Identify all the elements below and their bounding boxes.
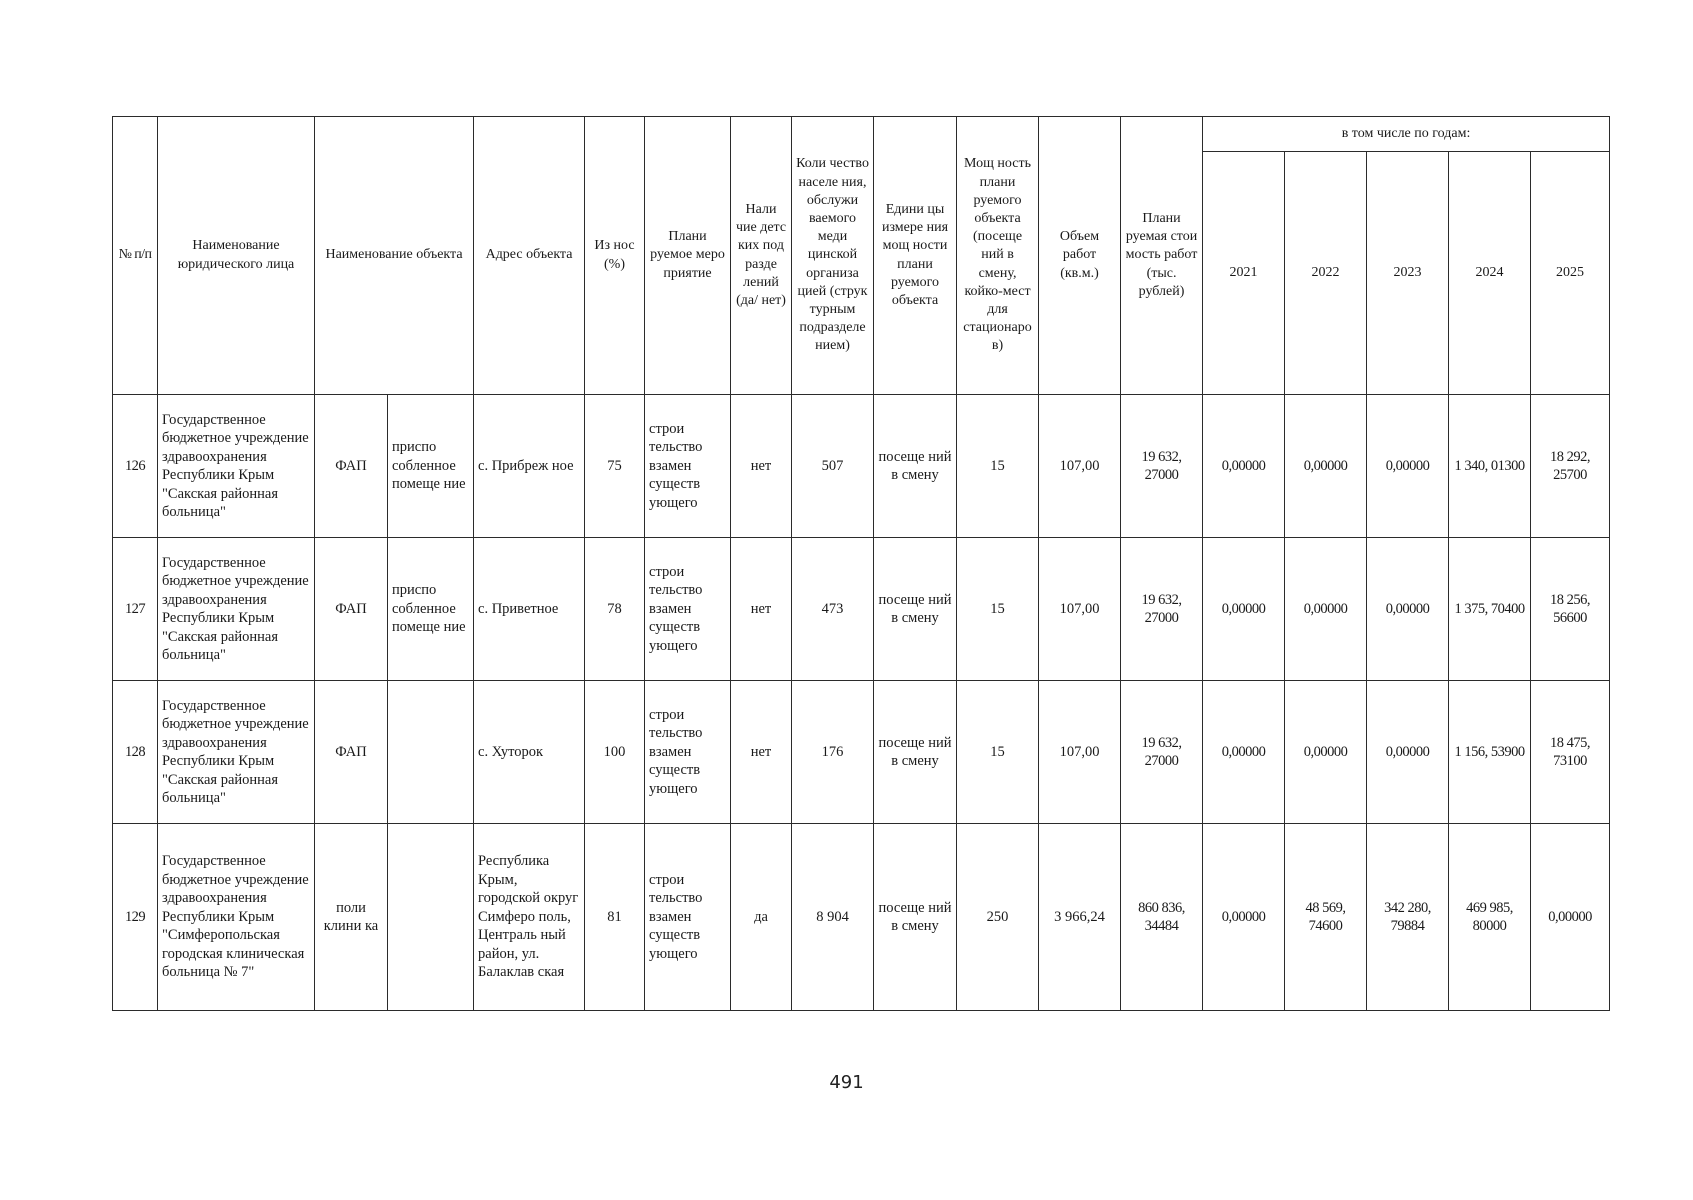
header-year: 2023	[1367, 152, 1449, 395]
cell-year-2022: 0,00000	[1285, 681, 1367, 824]
cell-object-note	[388, 824, 474, 1011]
cell-cost: 19 632, 27000	[1121, 538, 1203, 681]
cell-year-2024: 1 375, 70400	[1449, 538, 1531, 681]
cell-year-2023: 342 280, 79884	[1367, 824, 1449, 1011]
cell-unit: посеще ний в смену	[874, 681, 957, 824]
cell-volume: 3 966,24	[1039, 824, 1121, 1011]
cell-year-2024: 469 985, 80000	[1449, 824, 1531, 1011]
cell-children: нет	[731, 681, 792, 824]
cell-year-2023: 0,00000	[1367, 681, 1449, 824]
cell-year-2025: 18 475, 73100	[1531, 681, 1610, 824]
table-row	[113, 538, 1610, 681]
cell-no: 126	[113, 395, 158, 538]
header-object-name: Наименование объекта	[315, 117, 474, 395]
cell-object-type: ФАП	[315, 538, 388, 681]
cell-year-2022: 0,00000	[1285, 395, 1367, 538]
cell-year-2022: 0,00000	[1285, 538, 1367, 681]
header-volume: Объем работ (кв.м.)	[1039, 117, 1121, 395]
cell-measure: строи тельство взамен существ ующего	[645, 395, 731, 538]
cell-cost: 860 836, 34484	[1121, 824, 1203, 1011]
header-year: 2021	[1203, 152, 1285, 395]
cell-cost: 19 632, 27000	[1121, 681, 1203, 824]
cell-volume: 107,00	[1039, 681, 1121, 824]
cell-capacity: 15	[957, 395, 1039, 538]
cell-wear: 100	[585, 681, 645, 824]
cell-children: нет	[731, 395, 792, 538]
cell-object-note	[388, 681, 474, 824]
cell-legal-entity: Государственное бюджетное учреждение здравоохранения Республики Крым "Сакская районная больница"	[158, 538, 315, 681]
cell-wear: 75	[585, 395, 645, 538]
cell-measure: строи тельство взамен существ ующего	[645, 681, 731, 824]
cell-address: с. Хуторок	[474, 681, 585, 824]
investment-table	[112, 116, 1610, 1011]
cell-legal-entity: Государственное бюджетное учреждение здравоохранения Республики Крым "Сакская районная больница"	[158, 681, 315, 824]
header-legal-entity: Наименование юридического лица	[158, 117, 315, 395]
table-row	[113, 824, 1610, 1011]
cell-wear: 78	[585, 538, 645, 681]
cell-year-2023: 0,00000	[1367, 395, 1449, 538]
cell-legal-entity: Государственное бюджетное учреждение здравоохранения Республики Крым "Сакская районная больница"	[158, 395, 315, 538]
page-number: 491	[829, 1072, 864, 1093]
cell-no: 127	[113, 538, 158, 681]
cell-legal-entity: Государственное бюджетное учреждение здравоохранения Республики Крым "Симферопольская городская клиническая больница № 7"	[158, 824, 315, 1011]
cell-volume: 107,00	[1039, 395, 1121, 538]
cell-object-type: ФАП	[315, 681, 388, 824]
header-wear: Из нос (%)	[585, 117, 645, 395]
cell-unit: посеще ний в смену	[874, 538, 957, 681]
header-by-years: в том числе по годам:	[1203, 117, 1610, 152]
cell-unit: посеще ний в смену	[874, 395, 957, 538]
cell-address: с. Прибреж ное	[474, 395, 585, 538]
header-address: Адрес объекта	[474, 117, 585, 395]
cell-year-2025: 18 256, 56600	[1531, 538, 1610, 681]
cell-object-note: приспо собленное помеще ние	[388, 395, 474, 538]
cell-no: 129	[113, 824, 158, 1011]
cell-capacity: 250	[957, 824, 1039, 1011]
header-year: 2022	[1285, 152, 1367, 395]
cell-year-2021: 0,00000	[1203, 824, 1285, 1011]
header-measure: Плани руемое меро приятие	[645, 117, 731, 395]
cell-unit: посеще ний в смену	[874, 824, 957, 1011]
table-row	[113, 681, 1610, 824]
cell-capacity: 15	[957, 681, 1039, 824]
cell-year-2021: 0,00000	[1203, 681, 1285, 824]
cell-cost: 19 632, 27000	[1121, 395, 1203, 538]
cell-measure: строи тельство взамен существ ующего	[645, 824, 731, 1011]
header-no: № п/п	[113, 117, 158, 395]
header-unit: Едини цы измере ния мощ ности плани руемого объекта	[874, 117, 957, 395]
cell-year-2021: 0,00000	[1203, 395, 1285, 538]
cell-children: нет	[731, 538, 792, 681]
table-row	[113, 395, 1610, 538]
cell-object-note: приспо собленное помеще ние	[388, 538, 474, 681]
cell-year-2023: 0,00000	[1367, 538, 1449, 681]
cell-population: 176	[792, 681, 874, 824]
header-cost: Плани руемая стои мость работ (тыс. рублей)	[1121, 117, 1203, 395]
cell-object-type: ФАП	[315, 395, 388, 538]
cell-measure: строи тельство взамен существ ующего	[645, 538, 731, 681]
header-year: 2024	[1449, 152, 1531, 395]
header-year: 2025	[1531, 152, 1610, 395]
cell-population: 8 904	[792, 824, 874, 1011]
cell-year-2024: 1 156, 53900	[1449, 681, 1531, 824]
cell-capacity: 15	[957, 538, 1039, 681]
header-capacity: Мощ ность плани руемого объекта (посеще ний в смену, койко-мест для стационаров)	[957, 117, 1039, 395]
cell-address: с. Приветное	[474, 538, 585, 681]
cell-address: Республика Крым, городской округ Симферо поль, Централь ный район, ул. Балаклав ская	[474, 824, 585, 1011]
cell-population: 473	[792, 538, 874, 681]
cell-children: да	[731, 824, 792, 1011]
cell-year-2025: 18 292, 25700	[1531, 395, 1610, 538]
cell-year-2025: 0,00000	[1531, 824, 1610, 1011]
cell-year-2021: 0,00000	[1203, 538, 1285, 681]
cell-wear: 81	[585, 824, 645, 1011]
header-population: Коли чество населе ния, обслужи ваемого меди цинской организа цией (струк турным подразделе нием)	[792, 117, 874, 395]
cell-year-2024: 1 340, 01300	[1449, 395, 1531, 538]
header-children: Нали чие детс ких под разде лений (да/ нет)	[731, 117, 792, 395]
cell-no: 128	[113, 681, 158, 824]
cell-population: 507	[792, 395, 874, 538]
cell-object-type: поли клини ка	[315, 824, 388, 1011]
cell-year-2022: 48 569, 74600	[1285, 824, 1367, 1011]
cell-volume: 107,00	[1039, 538, 1121, 681]
